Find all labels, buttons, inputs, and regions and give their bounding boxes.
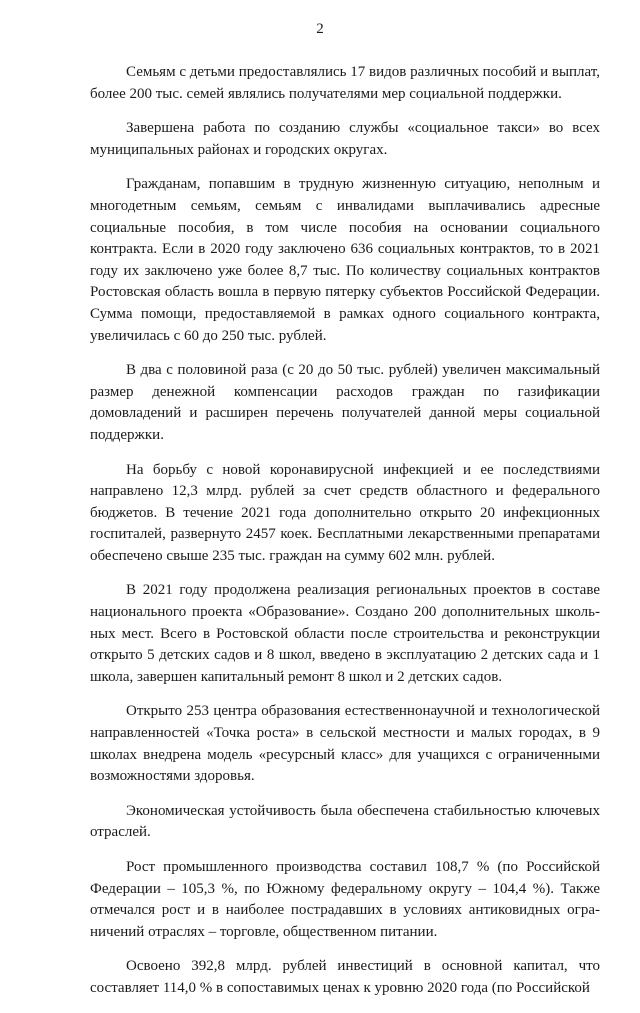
paragraph-social-contracts: Гражданам, попавшим в трудную жизненную ситуацию, неполным и многодетным семьям, семьям с инвалидами выплачивались адресные социальные пособия, в том числе пособия на основании социального контракта. Если в 2020 году заключено 636 социальных контрактов, то в 2021 году их заключено уже более 8,7 тыс. По количеству социальных контрактов Ростовская область вошла в первую пятерку субъектов Российской Федерации. Сумма помощи, предоставляемой в рамках одного социального контракта, увеличилась с 60 до 250 тыс. рублей.: [90, 176, 600, 344]
paragraph-covid-response: На борьбу с новой коронавирусной инфекцией и ее последствиями направлено 12,3 млрд. рублей за счет средств областного и федерального бюджетов. В течение 2021 года дополнительно открыто 20 инфекционных госпиталей, развернуто 2457 коек. Бесплатными лекарственными препаратами обеспечено свыше 235 тыс. граждан на сумму 602 млн. рублей.: [90, 461, 600, 564]
paragraph-gas-compensation: В два с половиной раза (с 20 до 50 тыс. рублей) увеличен максимальный размер денежной компенсации расходов граждан по газификации домовладений и расширен перечень получателей данной меры социальной поддержки.: [90, 362, 600, 443]
paragraph-social-taxi: Завершена работа по созданию службы «социальное такси» во всех муниципальных районах и городских округах.: [90, 120, 600, 158]
page-number: 2: [316, 21, 324, 37]
document-body: [90, 62, 600, 1013]
paragraph-growth-points: Открыто 253 центра образования естественнонаучной и технологической направленностей «Точка роста» в сельской местности и малых городах, в 9 школах внедрена модель «ресурсный класс» для учащихся с ограниченными возможностями здоровья.: [90, 703, 600, 785]
paragraph-investments: Освоено 392,8 млрд. рублей инвестиций в основной капитал, что составляет 114,0 % в сопоставимых ценах к уровню 2020 года (по Российской: [90, 958, 600, 996]
paragraph-economic-stability: Экономическая устойчивость была обеспечена стабильностью ключевых отраслей.: [90, 802, 600, 841]
paragraph-family-benefits: Семьям с детьми предоставлялись 17 видов различных пособий и выплат, более 200 тыс. семей являлись получателями мер социальной поддержки.: [90, 64, 600, 102]
paragraph-education-project: В 2021 году продолжена реализация региональных проектов в составе национального проекта «Образование». Создано 200 дополнительных школьных мест. Всего в Ростовской области после строительства и реконструкции открыто 5 детских садов и 8 школ, введено в эксплуатацию 2 детских сада и 1 школа, завершен капитальный ремонт 8 школ и 2 детских садов.: [90, 582, 600, 685]
paragraph-industrial-growth: Рост промышленного производства составил 108,7 % (по Российской Федерации – 105,3 %, по Южному федеральному округу – 104,4 %). Также отмечался рост и в наиболее пострадавших в условиях антиковидных ограничений отраслях – торговле, общественном питании.: [90, 859, 600, 940]
